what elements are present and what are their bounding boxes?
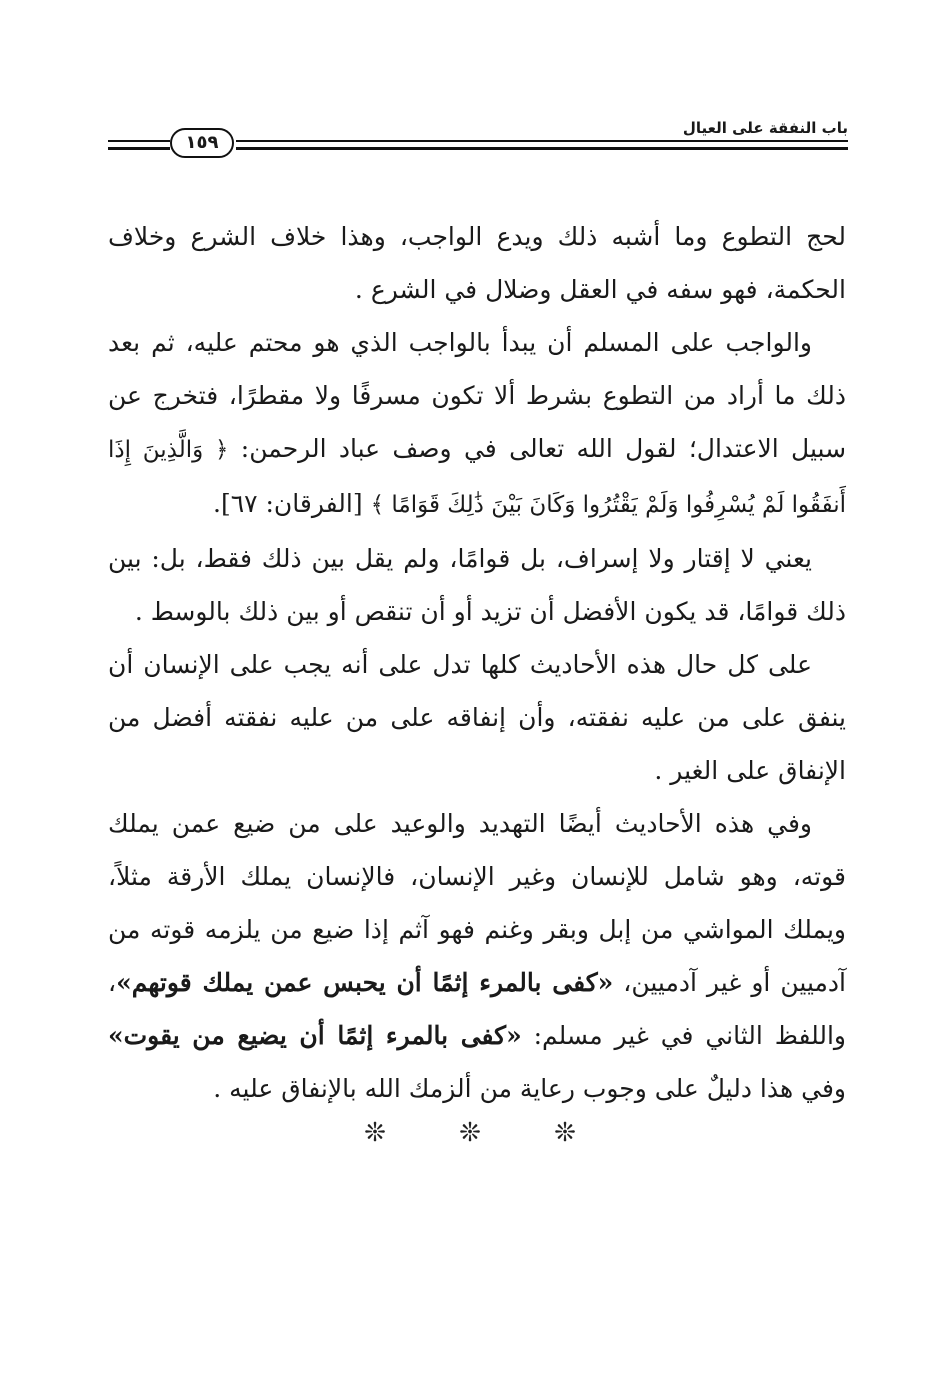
- header-rule-left: [108, 140, 170, 150]
- paragraph-p2: [108, 316, 846, 532]
- text-segment: وفي هذا دليلٌ على وجوب رعاية من ألزمك الله بالإنفاق عليه .: [213, 1074, 846, 1103]
- paragraph-p4: [108, 638, 846, 797]
- separator-star-icon: ❊: [459, 1118, 481, 1148]
- paragraph-p3: [108, 532, 846, 638]
- text-segment: يعني لا إقتار ولا إسراف، بل قوامًا، ولم يقل بين ذلك فقط، بل: بين ذلك قوامًا، قد يكون الأفضل أن تزيد أو أن تنقص أو بين ذلك بالوسط .: [108, 544, 846, 626]
- text-segment: وفي هذه الأحاديث أيضًا التهديد والوعيد على من ضيع عمن يملك قوته، وهو شامل للإنسان وغير الإنسان، فالإنسان يملك الأرقة مثلاً، ويملك المواشي من إبل وبقر وغنم فهو آثم إذا ضيع من يلزمه قوته من آدميين أو غير آدميين،: [108, 809, 846, 997]
- page-number: ١٥٩: [170, 128, 234, 158]
- section-separator: [360, 1118, 580, 1148]
- text-segment: والواجب على المسلم أن يبدأ بالواجب الذي هو محتم عليه، ثم بعد ذلك ما أراد من التطوع بشرط ألا تكون مسرفًا ولا مقطرًا، فتخرج عن سبيل الاعتدال؛ لقول الله تعالى في وصف عباد الرحمن:: [108, 328, 847, 463]
- chapter-title: باب النفقة على العيال: [682, 119, 848, 137]
- page-body: [108, 210, 846, 1115]
- quran-verse: ﴿ وَالَّذِينَ إِذَا أَنفَقُوا لَمْ يُسْرِفُوا وَلَمْ يَقْتُرُوا وَكَانَ بَيْنَ ذَٰلِكَ قَوَامًا ﴾: [108, 437, 846, 518]
- separator-star-icon: ❊: [364, 1118, 386, 1148]
- separator-star-icon: ❊: [554, 1118, 576, 1148]
- header-rule-right: [236, 140, 848, 150]
- hadith-quote: «كفى بالمرء إثمًا أن يحبس عمن يملك قوتهم»: [116, 968, 614, 997]
- paragraph-p5: [108, 797, 846, 1115]
- text-segment: لحج التطوع وما أشبه ذلك ويدع الواجب، وهذا خلاف الشرع وخلاف الحكمة، فهو سفه في العقل وضلال في الشرع .: [108, 222, 846, 304]
- text-segment: ، واللفظ الثاني في غير مسلم:: [108, 968, 847, 1050]
- text-segment: على كل حال هذه الأحاديث كلها تدل على أنه يجب على الإنسان أن ينفق على من عليه نفقته، وأن إنفاقه على من عليه نفقته أفضل من الإنفاق على الغير .: [108, 650, 846, 785]
- hadith-quote: «كفى بالمرء إثمًا أن يضيع من يقوت»: [108, 1021, 522, 1050]
- text-segment: [الفرقان: ٦٧].: [213, 489, 371, 518]
- page-header: [108, 118, 848, 178]
- paragraph-p1: [108, 210, 846, 316]
